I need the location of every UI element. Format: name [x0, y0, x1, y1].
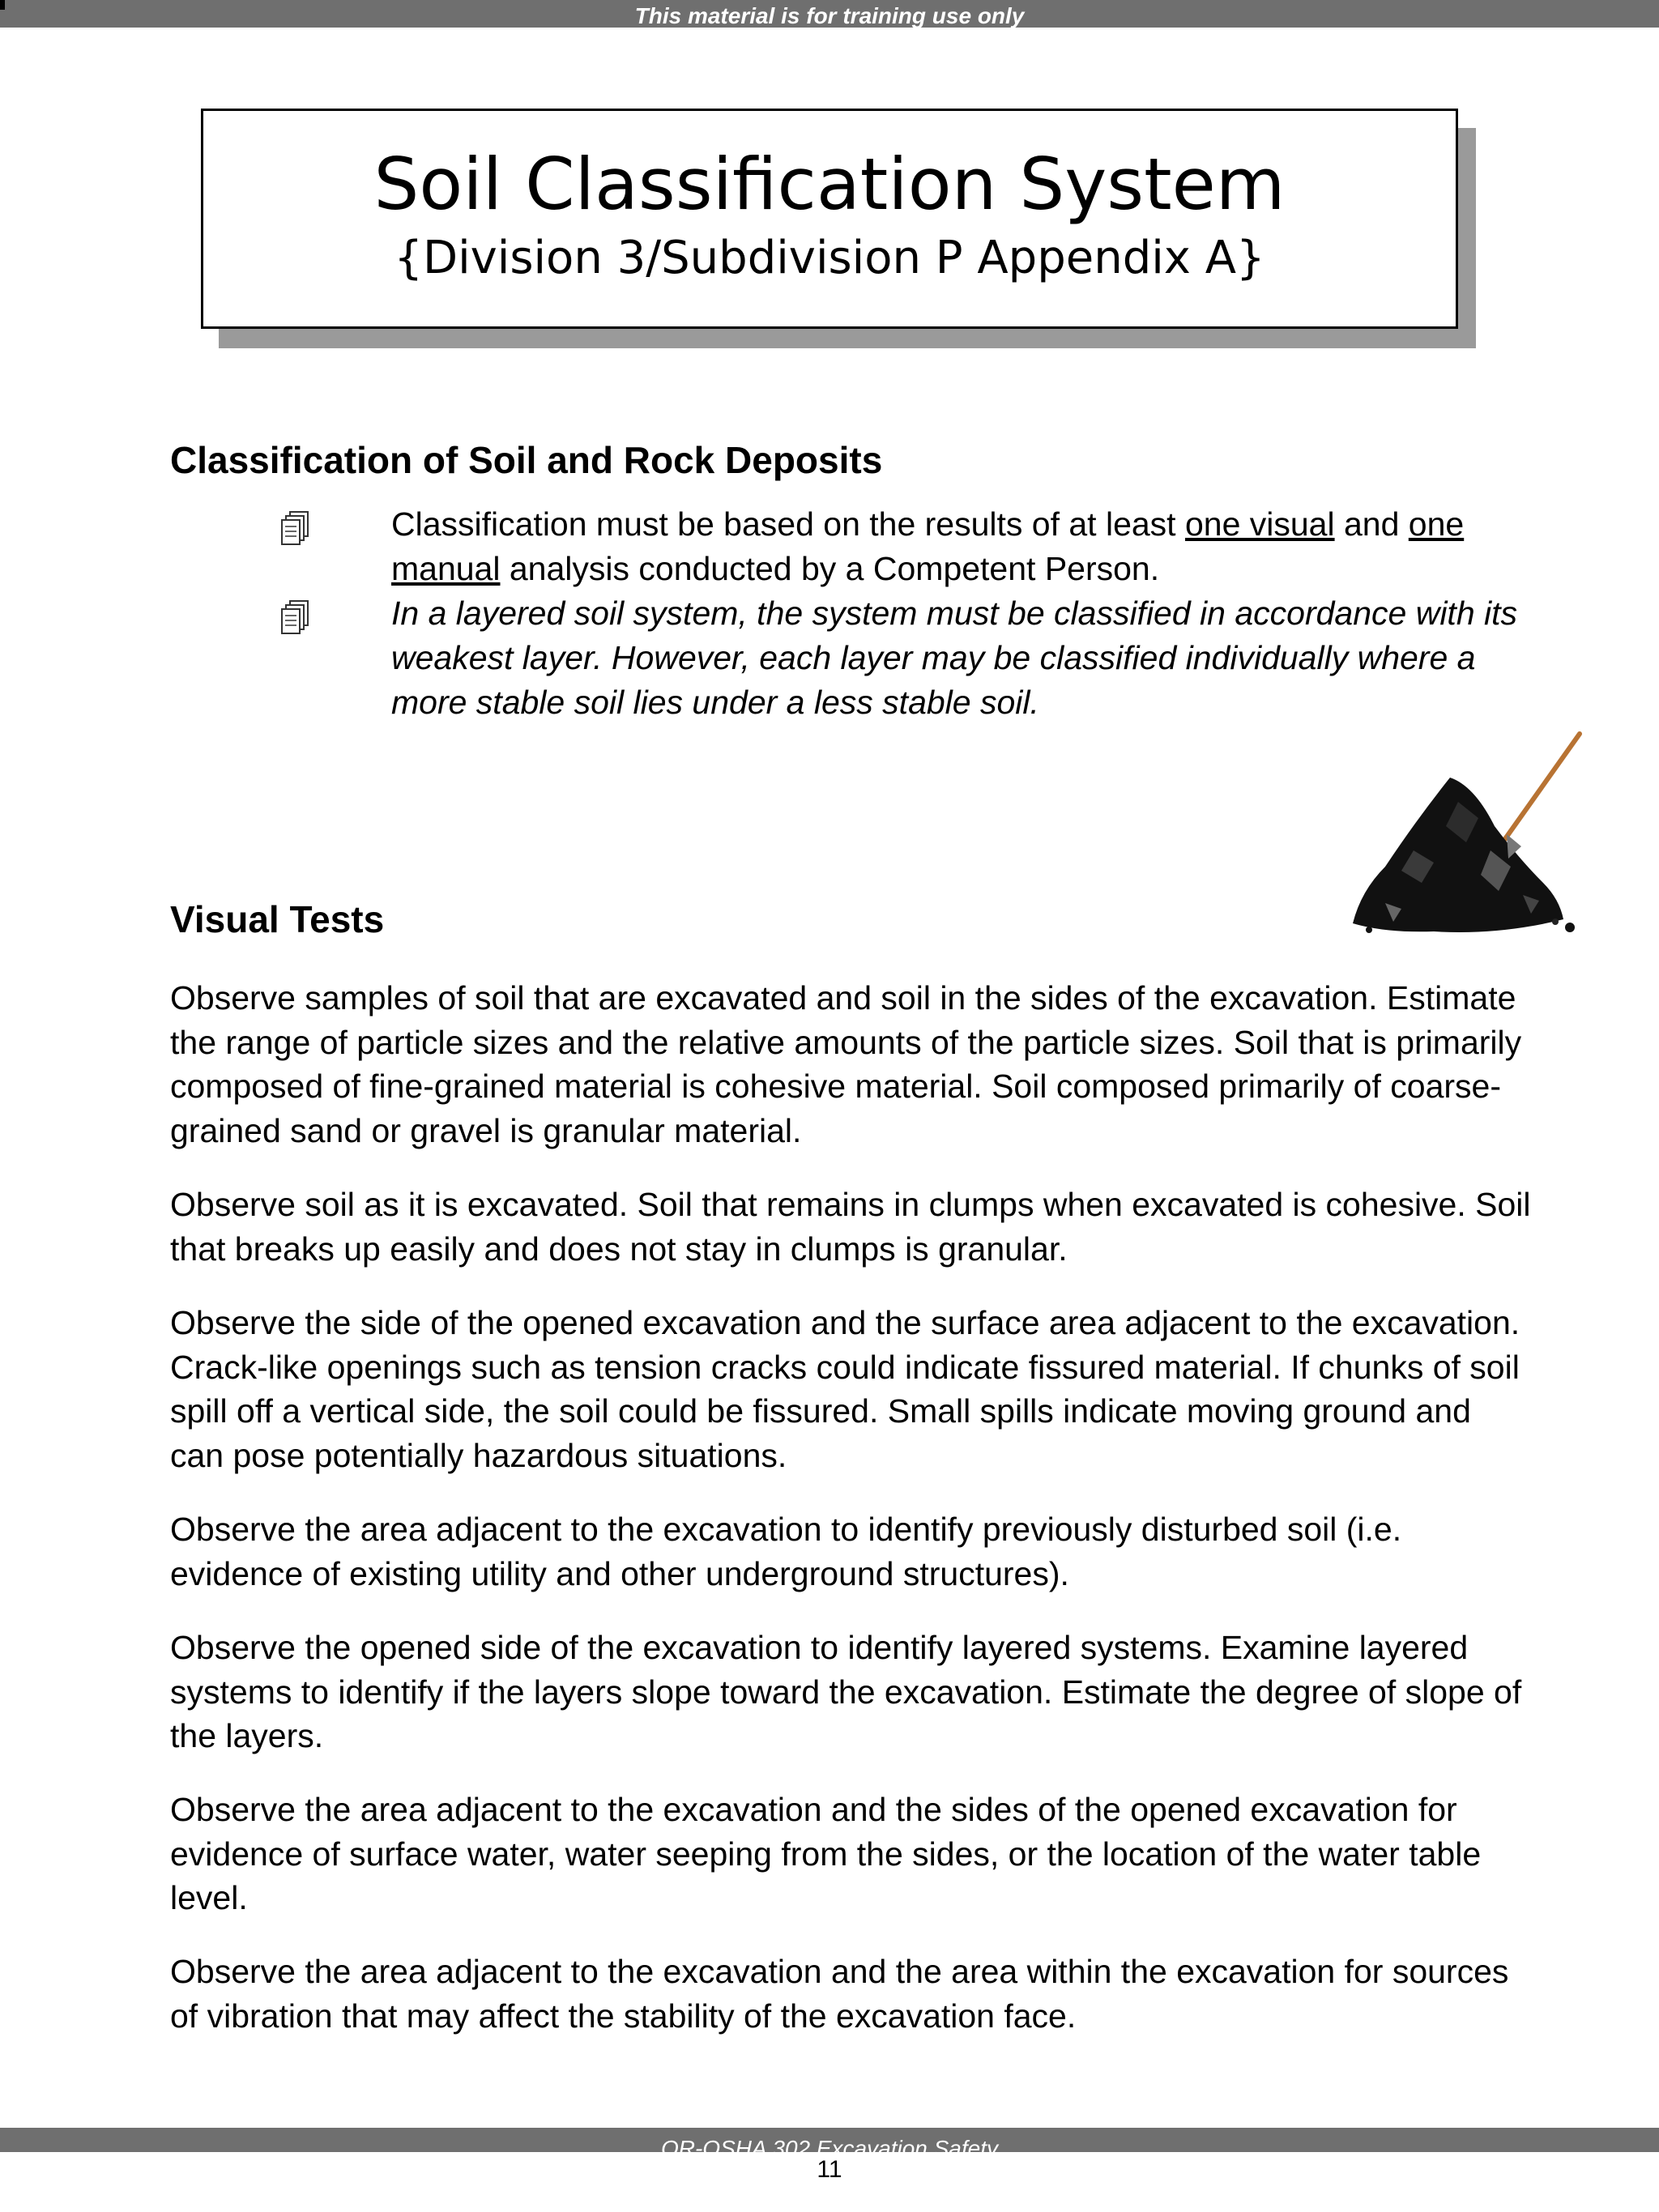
training-banner [0, 0, 1659, 28]
visual-tests-paragraph: Observe the area adjacent to the excavation to identify previously disturbed soil (i.e. evidence of existing utility and other underground structures). [170, 1511, 1402, 1592]
visual-tests-paragraph: Observe samples of soil that are excavated and soil in the sides of the excavation. Estimate the range of particle sizes and the relative amounts of the particle sizes. Soil that is primarily composed of fine-grained material is cohesive material. Soil composed primarily of coarse-grained sand or gravel is granular material. [170, 979, 1522, 1149]
page-number: 11 [817, 2156, 842, 2183]
corner-mark [0, 0, 5, 10]
document-stack-icon [280, 599, 313, 635]
footer-course-title: OR-OSHA 302 Excavation Safety [660, 2136, 999, 2161]
visual-tests-paragraph: Observe the side of the opened excavation and the surface area adjacent to the excavation. Crack-like openings such as tension cracks could indicate fissured material. If chunks of soil spill off a vertical side, the soil could be fissured. Small spills indicate moving ground and can pose potentially hazardous situations. [170, 1304, 1520, 1474]
bullet-1-text-3: analysis conducted by a Competent Person. [500, 550, 1160, 587]
visual-tests-paragraph: Observe the area adjacent to the excavation and the sides of the opened excavation for evidence of surface water, water seeping from the sides, or the location of the water table level. [170, 1791, 1482, 1916]
soil-pile-with-shovel-icon [1337, 729, 1596, 948]
visual-tests-paragraph: Observe soil as it is excavated. Soil that remains in clumps when excavated is cohesive. Soil that breaks up easily and does not stay in clumps is granular. [170, 1186, 1531, 1268]
bullet-1-text-2: and [1334, 505, 1409, 543]
classification-heading: Classification of Soil and Rock Deposits [170, 439, 883, 481]
one-visual-phrase: one visual [1184, 505, 1335, 543]
page-title: Soil Classification System [373, 143, 1286, 226]
title-box [201, 109, 1458, 329]
visual-tests-heading: Visual Tests [170, 898, 385, 940]
page-subtitle: {Division 3/Subdivision P Appendix A} [394, 231, 1265, 284]
visual-tests-paragraph: Observe the area adjacent to the excavation and the area within the excavation for sources of vibration that may affect the stability of the excavation face. [170, 1953, 1509, 2035]
classification-bullet-2: In a layered soil system, the system must be classified in accordance with its weakest layer. However, each layer may be classified individually where a more stable soil lies under a less stable soil. [391, 595, 1518, 721]
bullet-1-text-1: Classification must be based on the results of at least [391, 505, 1185, 543]
document-stack-icon [280, 510, 313, 546]
footer-bar [0, 2128, 1659, 2161]
classification-bullet-1 [391, 502, 1542, 591]
training-banner-text: This material is for training use only [634, 3, 1025, 28]
one-manual-phrase: one manual [391, 505, 1465, 587]
visual-tests-paragraph: Observe the opened side of the excavation to identify layered systems. Examine layered systems to identify if the layers slope toward the excavation. Estimate the degree of slope of the layers. [170, 1629, 1522, 1754]
